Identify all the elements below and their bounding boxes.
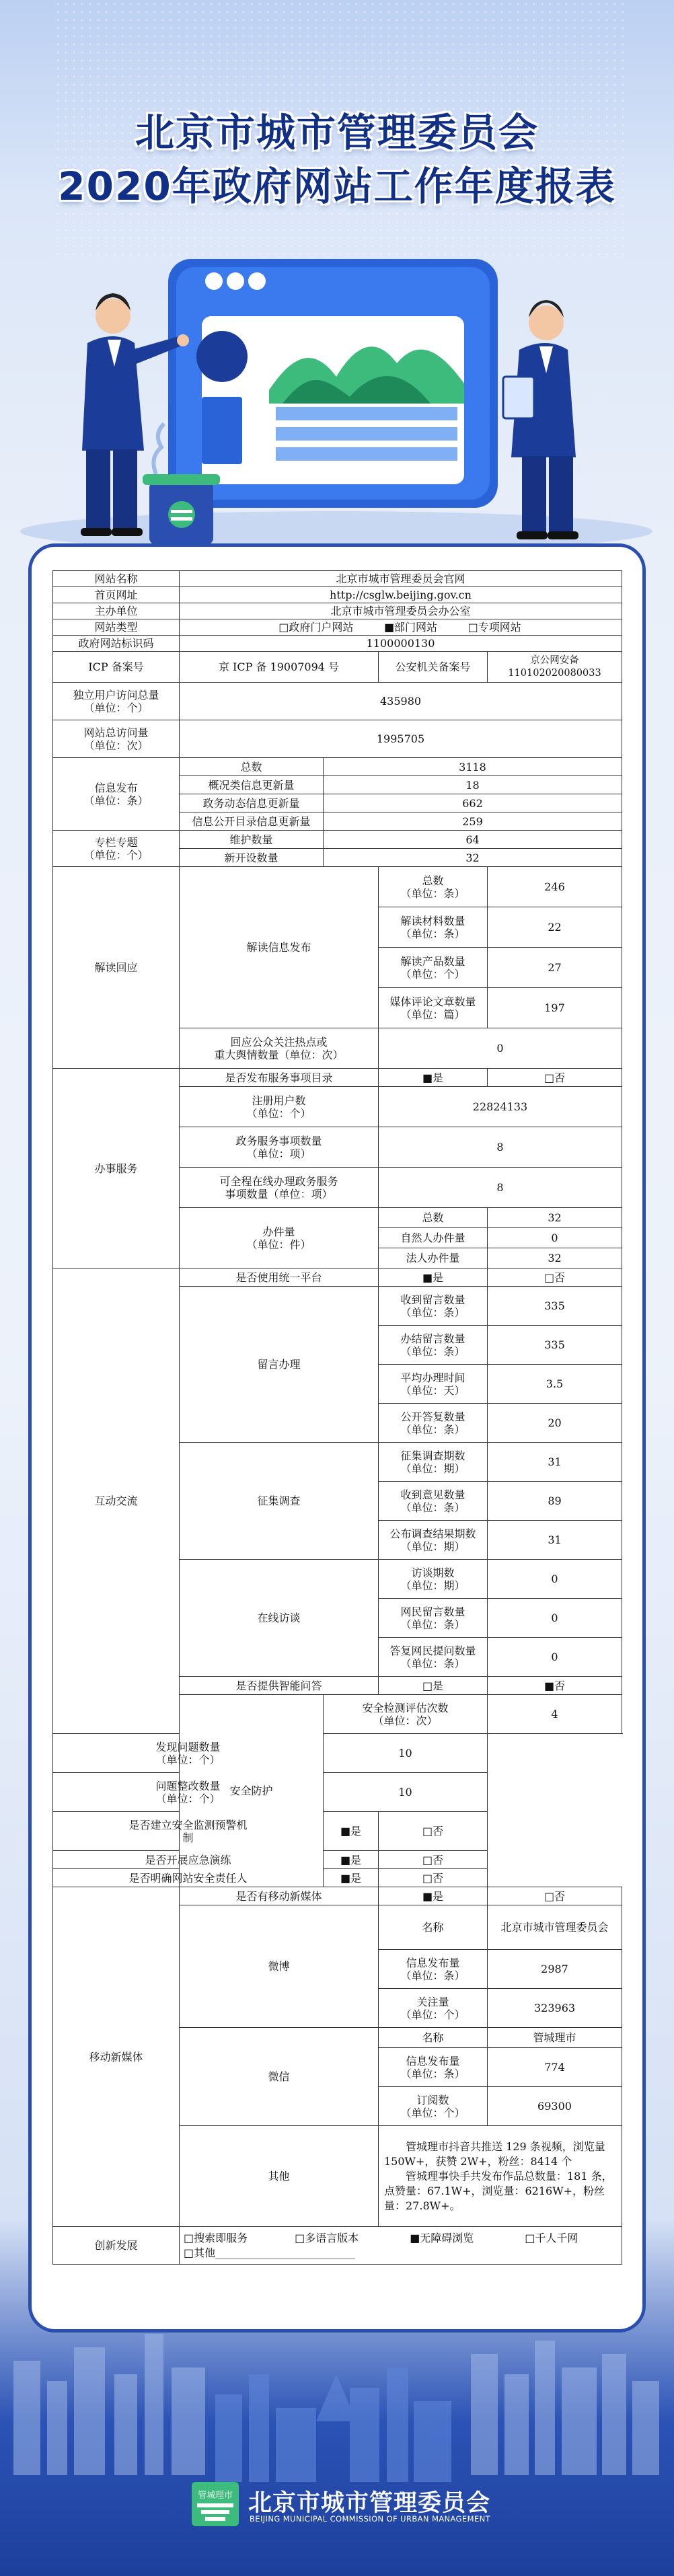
innovation-label: 创新发展	[53, 2227, 180, 2265]
report-table	[52, 570, 622, 2265]
interpret-material-label: 解读材料数量 （单位：条）	[379, 907, 488, 948]
interpret-respond-label: 回应公众关注热点或 重大舆情数量（单位：次）	[180, 1028, 379, 1069]
page-views-value: 1995705	[180, 720, 622, 758]
weibo-posts-label: 信息发布量 （单位：条）	[379, 1950, 488, 1989]
service-users-value: 22824133	[379, 1087, 622, 1127]
columns-maintain-value: 64	[324, 831, 622, 849]
table-row	[53, 587, 622, 603]
table-row	[53, 636, 622, 652]
mobile-has-no: □否	[488, 1887, 622, 1905]
site-type-portal-option: □政府门户网站	[278, 621, 354, 634]
interpret-respond-value: 0	[379, 1028, 622, 1069]
interaction-msg-recv-value: 335	[488, 1287, 622, 1326]
interaction-platform-label: 是否使用统一平台	[180, 1268, 379, 1287]
weibo-label: 微博	[180, 1905, 379, 2028]
security-duty-yes: ■是	[324, 1869, 379, 1887]
site-name-label: 网站名称	[53, 571, 180, 587]
interpret-media-value: 197	[488, 988, 622, 1028]
mobile-has-label: 是否有移动新媒体	[180, 1887, 379, 1905]
service-items-value: 8	[379, 1127, 622, 1168]
interaction-msg-time-value: 3.5	[488, 1365, 622, 1404]
table-row	[53, 1268, 622, 1287]
service-volume-legal-label: 法人办件量	[379, 1248, 488, 1268]
interpret-publish-label: 解读信息发布	[180, 867, 379, 1028]
site-type-special-option: □专项网站	[467, 621, 521, 634]
mobile-label: 移动新媒体	[53, 1887, 180, 2227]
table-row	[53, 1887, 622, 1905]
interaction-online-msgs-label: 网民留言数量 （单位：条）	[379, 1599, 488, 1638]
security-fixed-label: 问题整改数量 （单位：个）	[53, 1773, 324, 1812]
service-catalog-no: □否	[488, 1069, 622, 1087]
weibo-follow-value: 323963	[488, 1989, 622, 2028]
security-drill-label: 是否开展应急演练	[53, 1851, 324, 1869]
info-publish-label: 信息发布 （单位：条）	[53, 758, 180, 831]
table-row	[53, 1851, 622, 1869]
table-row	[53, 831, 622, 849]
mobile-other-content	[379, 2126, 622, 2227]
interpret-total-label: 总数 （单位：条）	[379, 867, 488, 907]
interaction-survey-results-label: 公布调查结果期数 （单位：期）	[379, 1521, 488, 1560]
site-name-value: 北京市城市管理委员会官网	[180, 571, 622, 587]
report-title-year: 2020年政府网站工作年度报表	[58, 163, 616, 209]
interpret-product-label: 解读产品数量 （单位：个）	[379, 948, 488, 988]
innovation-personalized-option: □千人千网	[525, 2231, 578, 2244]
interaction-msg-label: 留言办理	[180, 1287, 379, 1443]
site-id-label: 政府网站标识码	[53, 636, 180, 652]
service-label: 办事服务	[53, 1069, 180, 1268]
interaction-survey-opinions-label: 收到意见数量 （单位：条）	[379, 1482, 488, 1521]
unique-visitors-label: 独立用户访问总量 （单位：个）	[53, 683, 180, 720]
table-row	[53, 1069, 622, 1087]
monitor-graphic	[168, 259, 498, 508]
interaction-label: 互动交流	[53, 1268, 180, 1734]
columns-label: 专栏专题 （单位：个）	[53, 831, 180, 867]
unique-visitors-value: 435980	[180, 683, 622, 720]
info-catalog-value: 259	[324, 812, 622, 831]
security-check-label: 安全检测评估次数 （单位：次）	[324, 1695, 488, 1734]
interaction-msg-recv-label: 收到留言数量 （单位：条）	[379, 1287, 488, 1326]
service-items-label: 政务服务事项数量 （单位：项）	[180, 1127, 379, 1168]
innovation-accessible-option: ■无障碍浏览	[410, 2231, 474, 2244]
table-row	[53, 1773, 622, 1812]
mobile-other-label: 其他	[180, 2126, 379, 2227]
wechat-posts-value: 774	[488, 2048, 622, 2087]
weibo-follow-label: 关注量 （单位：个）	[379, 1989, 488, 2028]
innovation-options	[180, 2227, 622, 2265]
columns-new-value: 32	[324, 849, 622, 867]
service-online-value: 8	[379, 1168, 622, 1208]
site-id-value: 1100000130	[180, 636, 622, 652]
innovation-search-option: □搜索即服务	[184, 2231, 248, 2244]
sponsor-value: 北京市城市管理委员会办公室	[180, 603, 622, 619]
interaction-survey-label: 征集调查	[180, 1443, 379, 1560]
info-total-label: 总数	[180, 758, 324, 776]
police-record-label: 公安机关备案号	[379, 652, 488, 683]
hero-banner	[0, 0, 674, 558]
table-row	[53, 1869, 622, 1887]
police-record-value: 京公网安备 110102020080033	[488, 652, 622, 683]
footer-org-name: 北京市城市管理委员会	[248, 2490, 491, 2517]
service-catalog-label: 是否发布服务事项目录	[180, 1069, 379, 1087]
footer-org-name-en: BEIJING MUNICIPAL COMMISSION OF URBAN MANAGEMENT	[250, 2514, 490, 2524]
weibo-name-label: 名称	[379, 1905, 488, 1950]
info-total-value: 3118	[324, 758, 622, 776]
person-right-graphic	[503, 300, 578, 539]
security-check-value: 4	[488, 1695, 622, 1734]
security-fixed-value: 10	[324, 1773, 488, 1812]
security-monitor-yes: ■是	[324, 1812, 379, 1851]
interaction-smart-yes: □是	[379, 1677, 488, 1695]
table-row	[53, 652, 622, 683]
service-volume-total-label: 总数	[379, 1208, 488, 1228]
service-catalog-yes: ■是	[379, 1069, 488, 1087]
commission-emblem-icon	[192, 2482, 239, 2526]
table-row	[53, 683, 622, 720]
interaction-msg-time-label: 平均办理时间 （单位：天）	[379, 1365, 488, 1404]
interaction-msg-public-value: 20	[488, 1404, 622, 1443]
innovation-other-option: □其他__________________________	[184, 2246, 356, 2259]
service-volume-legal-value: 32	[488, 1248, 622, 1268]
info-catalog-label: 信息公开目录信息更新量	[180, 812, 324, 831]
security-drill-yes: ■是	[324, 1851, 379, 1869]
interaction-survey-opinions-value: 89	[488, 1482, 622, 1521]
interpret-media-label: 媒体评论文章数量 （单位：篇）	[379, 988, 488, 1028]
table-row	[53, 619, 622, 636]
innovation-multilang-option: □多语言版本	[295, 2231, 359, 2244]
weibo-posts-value: 2987	[488, 1950, 622, 1989]
interaction-online-issues-label: 访谈期数 （单位：期）	[379, 1560, 488, 1599]
info-overview-label: 概况类信息更新量	[180, 776, 324, 794]
security-duty-label: 是否明确网站安全责任人	[53, 1869, 324, 1887]
emblem-text: 管城理市	[197, 2491, 233, 2501]
interaction-msg-public-label: 公开答复数量 （单位：条）	[379, 1404, 488, 1443]
service-volume-natural-label: 自然人办件量	[379, 1228, 488, 1248]
icp-value: 京 ICP 备 19007094 号	[180, 652, 379, 683]
columns-new-label: 新开设数量	[180, 849, 324, 867]
report-title-org: 北京市城市管理委员会	[135, 110, 539, 155]
interaction-smart-no: ■否	[488, 1677, 622, 1695]
interpret-total-value: 246	[488, 867, 622, 907]
table-row	[53, 603, 622, 619]
weibo-name-value: 北京市城市管理委员会	[488, 1905, 622, 1950]
service-volume-total-value: 32	[488, 1208, 622, 1228]
interpret-material-value: 22	[488, 907, 622, 948]
office-illustration	[0, 0, 674, 558]
interaction-online-issues-value: 0	[488, 1560, 622, 1599]
interaction-survey-results-value: 31	[488, 1521, 622, 1560]
interaction-platform-yes: ■是	[379, 1268, 488, 1287]
interaction-online-answers-value: 0	[488, 1638, 622, 1677]
table-row	[53, 2227, 622, 2265]
wechat-subs-value: 69300	[488, 2087, 622, 2126]
wechat-posts-label: 信息发布量 （单位：条）	[379, 2048, 488, 2087]
interaction-online-msgs-value: 0	[488, 1599, 622, 1638]
interaction-msg-done-label: 办结留言数量 （单位：条）	[379, 1326, 488, 1365]
site-type-options	[180, 619, 622, 636]
security-monitor-no: □否	[379, 1812, 488, 1851]
table-row	[53, 1734, 622, 1773]
home-url-value: http://csglw.beijing.gov.cn	[180, 587, 622, 603]
site-type-department-option: ■部门网站	[383, 621, 438, 634]
douyin-summary: 管城理市抖音共推送 129 条视频，浏览量 150W+，获赞 2W+，粉丝：8414 个	[384, 2139, 605, 2168]
table-row	[53, 720, 622, 758]
interaction-online-label: 在线访谈	[180, 1560, 379, 1677]
interaction-online-answers-label: 答复网民提问数量 （单位：条）	[379, 1638, 488, 1677]
interaction-smart-label: 是否提供智能问答	[180, 1677, 379, 1695]
info-overview-value: 18	[324, 776, 622, 794]
sponsor-label: 主办单位	[53, 603, 180, 619]
wechat-subs-label: 订阅数 （单位：个）	[379, 2087, 488, 2126]
service-volume-label: 办件量 （单位：件）	[180, 1208, 379, 1268]
security-label: 安全防护	[180, 1695, 324, 1887]
table-row	[53, 571, 622, 587]
security-found-value: 10	[324, 1734, 488, 1773]
columns-maintain-label: 维护数量	[180, 831, 324, 849]
wechat-label: 微信	[180, 2028, 379, 2126]
service-users-label: 注册用户数 （单位：个）	[180, 1087, 379, 1127]
home-url-label: 首页网址	[53, 587, 180, 603]
table-row	[53, 1812, 622, 1851]
kuaishou-summary: 管城理事快手共发布作品总数量：181 条，点赞量：67.1W+，浏览量：6216W+，粉丝量：27.8W+。	[384, 2169, 613, 2212]
interaction-msg-done-value: 335	[488, 1326, 622, 1365]
service-volume-natural-value: 0	[488, 1228, 622, 1248]
footer-cityscape	[0, 2334, 674, 2576]
icp-label: ICP 备案号	[53, 652, 180, 683]
interaction-platform-no: □否	[488, 1268, 622, 1287]
interpret-product-value: 27	[488, 948, 622, 988]
security-monitor-label: 是否建立安全监测预警机 制	[53, 1812, 324, 1851]
interaction-survey-issues-value: 31	[488, 1443, 622, 1482]
info-dynamic-label: 政务动态信息更新量	[180, 794, 324, 812]
table-row	[53, 867, 622, 907]
commission-logo	[192, 2482, 491, 2529]
page-views-label: 网站总访问量 （单位：次）	[53, 720, 180, 758]
table-row	[53, 758, 622, 776]
mobile-has-yes: ■是	[379, 1887, 488, 1905]
service-online-label: 可全程在线办理政务服务 事项数量（单位：项）	[180, 1168, 379, 1208]
interpret-label: 解读回应	[53, 867, 180, 1069]
interaction-survey-issues-label: 征集调查期数 （单位：期）	[379, 1443, 488, 1482]
security-found-label: 发现问题数量 （单位：个）	[53, 1734, 324, 1773]
security-drill-no: □否	[379, 1851, 488, 1869]
wechat-name-value: 管城理市	[488, 2028, 622, 2048]
site-type-label: 网站类型	[53, 619, 180, 636]
skyline-graphic	[0, 2334, 674, 2576]
security-duty-no: □否	[379, 1869, 488, 1887]
wechat-name-label: 名称	[379, 2028, 488, 2048]
info-dynamic-value: 662	[324, 794, 622, 812]
